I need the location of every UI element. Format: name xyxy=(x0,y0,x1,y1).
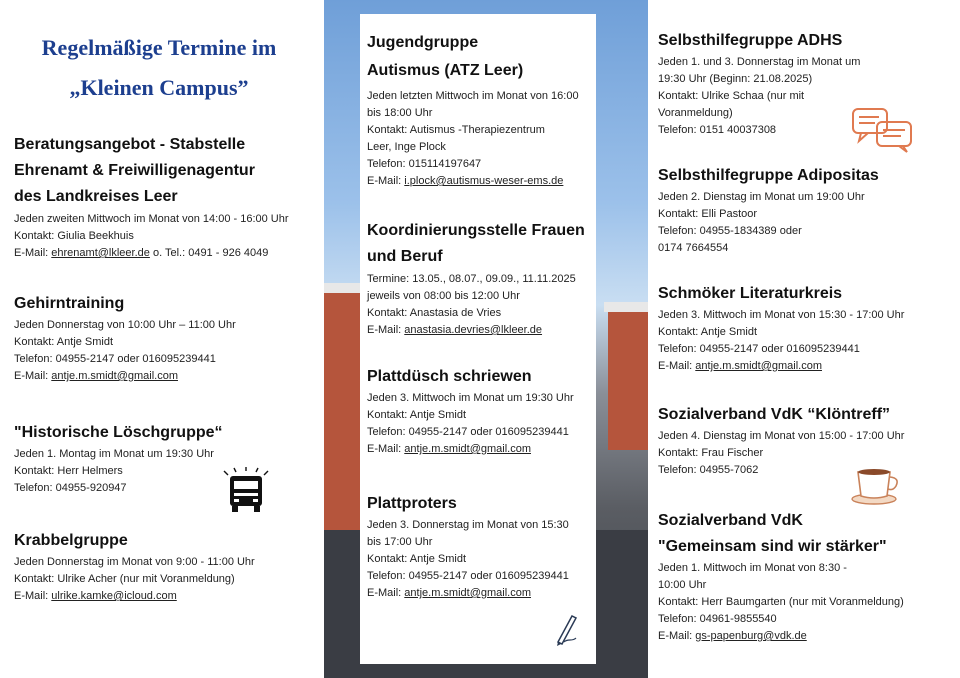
contact-text: Kontakt: Autismus -Therapiezentrum xyxy=(367,124,545,136)
right-column xyxy=(648,0,960,678)
schedule-text: Jeden 1. und 3. Donnerstag im Monat um xyxy=(658,56,861,68)
section-heading: Beratungsangebot - Stabstelle xyxy=(14,136,246,153)
email-line xyxy=(367,441,592,458)
phone-text: Telefon: 04955-920947 xyxy=(14,482,127,494)
schedule-text: Jeden zweiten Mittwoch im Monat von 14:00 - 16:00 Uhr xyxy=(14,213,289,225)
schedule-text: jeweils von 08:00 bis 12:00 Uhr xyxy=(367,290,520,302)
section-heading: Selbsthilfegruppe ADHS xyxy=(658,32,843,49)
section-jugendgruppe xyxy=(367,30,592,190)
phone-text: Telefon: 0151 40037308 xyxy=(658,124,777,136)
section-beratungsangebot xyxy=(14,132,319,262)
title-line-1: Regelmäßige Termine im xyxy=(41,35,277,60)
schedule-text: Termine: 13.05., 08.07., 09.09., 11.11.2025 xyxy=(367,273,576,285)
middle-card xyxy=(360,14,596,664)
email-prefix: E-Mail: xyxy=(367,443,405,455)
phone-text: Telefon: 04955-1834389 oder xyxy=(658,225,802,237)
contact-text: Kontakt: Antje Smidt xyxy=(658,326,758,338)
pen-icon xyxy=(552,612,582,646)
section-vdk-kloentreff xyxy=(658,402,953,479)
email-prefix: E-Mail: xyxy=(367,587,405,599)
building-left xyxy=(324,290,364,530)
contact-text: Kontakt: Antje Smidt xyxy=(367,409,467,421)
page-title xyxy=(14,28,304,108)
email-prefix: E-Mail: xyxy=(367,324,405,336)
schedule-text: Jeden Donnerstag von 10:00 Uhr – 11:00 Uhr xyxy=(14,319,236,331)
email-line xyxy=(658,358,953,375)
contact-text: Kontakt: Antje Smidt xyxy=(14,336,114,348)
title-line-2: „Kleinen Campus” xyxy=(69,75,249,100)
section-heading: Plattdüsch schriewen xyxy=(367,368,532,385)
phone-text: Telefon: 015114197647 xyxy=(367,158,482,170)
email-prefix: E-Mail: xyxy=(658,630,696,642)
schedule-text: Jeden 4. Dienstag im Monat von 15:00 - 17:00 Uhr xyxy=(658,430,905,442)
email-link[interactable]: antje.m.smidt@gmail.com xyxy=(695,360,822,372)
schedule-text: Jeden letzten Mittwoch im Monat von 16:00 xyxy=(367,90,579,102)
schedule-text: Jeden 3. Mittwoch im Monat von 15:30 - 17:00 Uhr xyxy=(658,309,905,321)
section-heading: des Landkreises Leer xyxy=(14,188,178,205)
email-link[interactable]: gs-papenburg@vdk.de xyxy=(695,630,807,642)
contact-text: Voranmeldung) xyxy=(658,107,733,119)
schedule-text: 10:00 Uhr xyxy=(658,579,707,591)
email-link[interactable]: antje.m.smidt@gmail.com xyxy=(51,370,178,382)
schedule-text: bis 18:00 Uhr xyxy=(367,107,433,119)
phone-text: Telefon: 04955-2147 oder 016095239441 xyxy=(658,343,860,355)
email-link[interactable]: antje.m.smidt@gmail.com xyxy=(404,587,531,599)
email-prefix: E-Mail: xyxy=(14,247,52,259)
email-line xyxy=(658,628,953,645)
section-plattproters xyxy=(367,491,592,602)
contact-text: Kontakt: Giulia Beekhuis xyxy=(14,230,134,242)
section-gehirntraining xyxy=(14,291,319,385)
contact-text: Kontakt: Herr Baumgarten (nur mit Voranmeldung) xyxy=(658,596,904,608)
phone-text: Telefon: 04955-2147 oder 016095239441 xyxy=(367,570,569,582)
section-heading: Selbsthilfegruppe Adipositas xyxy=(658,167,879,184)
schedule-text: 19:30 Uhr (Beginn: 21.08.2025) xyxy=(658,73,813,85)
fire-truck-icon xyxy=(222,467,270,515)
schedule-text: Jeden 1. Montag im Monat um 19:30 Uhr xyxy=(14,448,214,460)
email-link[interactable]: antje.m.smidt@gmail.com xyxy=(404,443,531,455)
section-heading: Sozialverband VdK xyxy=(658,512,803,529)
schedule-text: Jeden 3. Mittwoch im Monat um 19:30 Uhr xyxy=(367,392,574,404)
email-line xyxy=(367,322,592,339)
schedule-text: Jeden 2. Dienstag im Monat um 19:00 Uhr xyxy=(658,191,865,203)
phone-text: 0174 7664554 xyxy=(658,242,729,254)
contact-text: Kontakt: Ulrike Schaa (nur mit xyxy=(658,90,805,102)
section-plattduesch xyxy=(367,364,592,458)
email-link[interactable]: anastasia.devries@lkleer.de xyxy=(404,324,543,336)
section-heading: Ehrenamt & Freiwilligenagentur xyxy=(14,162,255,179)
phone-text: Telefon: 04955-2147 oder 016095239441 xyxy=(14,353,216,365)
email-line xyxy=(14,368,319,385)
coffee-cup-icon xyxy=(850,466,902,506)
schedule-text: Jeden Donnerstag im Monat von 9:00 - 11:00 Uhr xyxy=(14,556,255,568)
contact-text: Kontakt: Herr Helmers xyxy=(14,465,123,477)
section-heading: Schmöker Literaturkreis xyxy=(658,285,843,302)
section-vdk-gemeinsam xyxy=(658,508,953,645)
section-adipositas xyxy=(658,163,953,257)
email-link[interactable]: ehrenamt@lkleer.de xyxy=(51,247,150,259)
email-prefix: E-Mail: xyxy=(367,175,405,187)
email-line xyxy=(367,585,592,602)
email-line xyxy=(367,173,592,190)
contact-text: Kontakt: Elli Pastoor xyxy=(658,208,758,220)
section-heading: Autismus (ATZ Leer) xyxy=(367,62,524,79)
contact-text: Kontakt: Frau Fischer xyxy=(658,447,764,459)
section-heading: Gehirntraining xyxy=(14,295,125,312)
phone-text: Telefon: 04955-7062 xyxy=(658,464,759,476)
section-heading: Krabbelgruppe xyxy=(14,532,128,549)
building-roof-right xyxy=(604,302,648,312)
email-line xyxy=(14,245,319,262)
schedule-text: Jeden 3. Donnerstag im Monat von 15:30 xyxy=(367,519,569,531)
section-heading: Jugendgruppe xyxy=(367,34,479,51)
contact-text: Leer, Inge Plock xyxy=(367,141,446,153)
building-right xyxy=(608,310,648,450)
section-loeschgruppe xyxy=(14,420,319,497)
schedule-text: bis 17:00 Uhr xyxy=(367,536,433,548)
left-column xyxy=(0,0,324,678)
contact-text: Kontakt: Anastasia de Vries xyxy=(367,307,502,319)
phone-suffix: o. Tel.: 0491 - 926 4049 xyxy=(149,247,269,259)
section-krabbelgruppe xyxy=(14,528,319,605)
email-line xyxy=(14,588,319,605)
schedule-text: Jeden 1. Mittwoch im Monat von 8:30 - xyxy=(658,562,847,574)
email-prefix: E-Mail: xyxy=(658,360,696,372)
email-prefix: E-Mail: xyxy=(14,590,52,602)
section-heading: Plattproters xyxy=(367,495,457,512)
email-link[interactable]: ulrike.kamke@icloud.com xyxy=(51,590,177,602)
email-link[interactable]: i.plock@autismus-weser-ems.de xyxy=(404,175,564,187)
section-heading: und Beruf xyxy=(367,248,443,265)
section-schmoeker xyxy=(658,281,953,375)
contact-text: Kontakt: Antje Smidt xyxy=(367,553,467,565)
section-koordinierungsstelle xyxy=(367,218,592,339)
section-heading: "Gemeinsam sind wir stärker" xyxy=(658,538,887,555)
phone-text: Telefon: 04955-2147 oder 016095239441 xyxy=(367,426,569,438)
section-heading: Koordinierungsstelle Frauen xyxy=(367,222,585,239)
contact-text: Kontakt: Ulrike Acher (nur mit Voranmeldung) xyxy=(14,573,235,585)
email-prefix: E-Mail: xyxy=(14,370,52,382)
section-heading: Sozialverband VdK “Klöntreff” xyxy=(658,406,891,423)
phone-text: Telefon: 04961-9855540 xyxy=(658,613,777,625)
speech-bubbles-icon xyxy=(851,106,915,154)
section-heading: "Historische Löschgruppe“ xyxy=(14,424,223,441)
